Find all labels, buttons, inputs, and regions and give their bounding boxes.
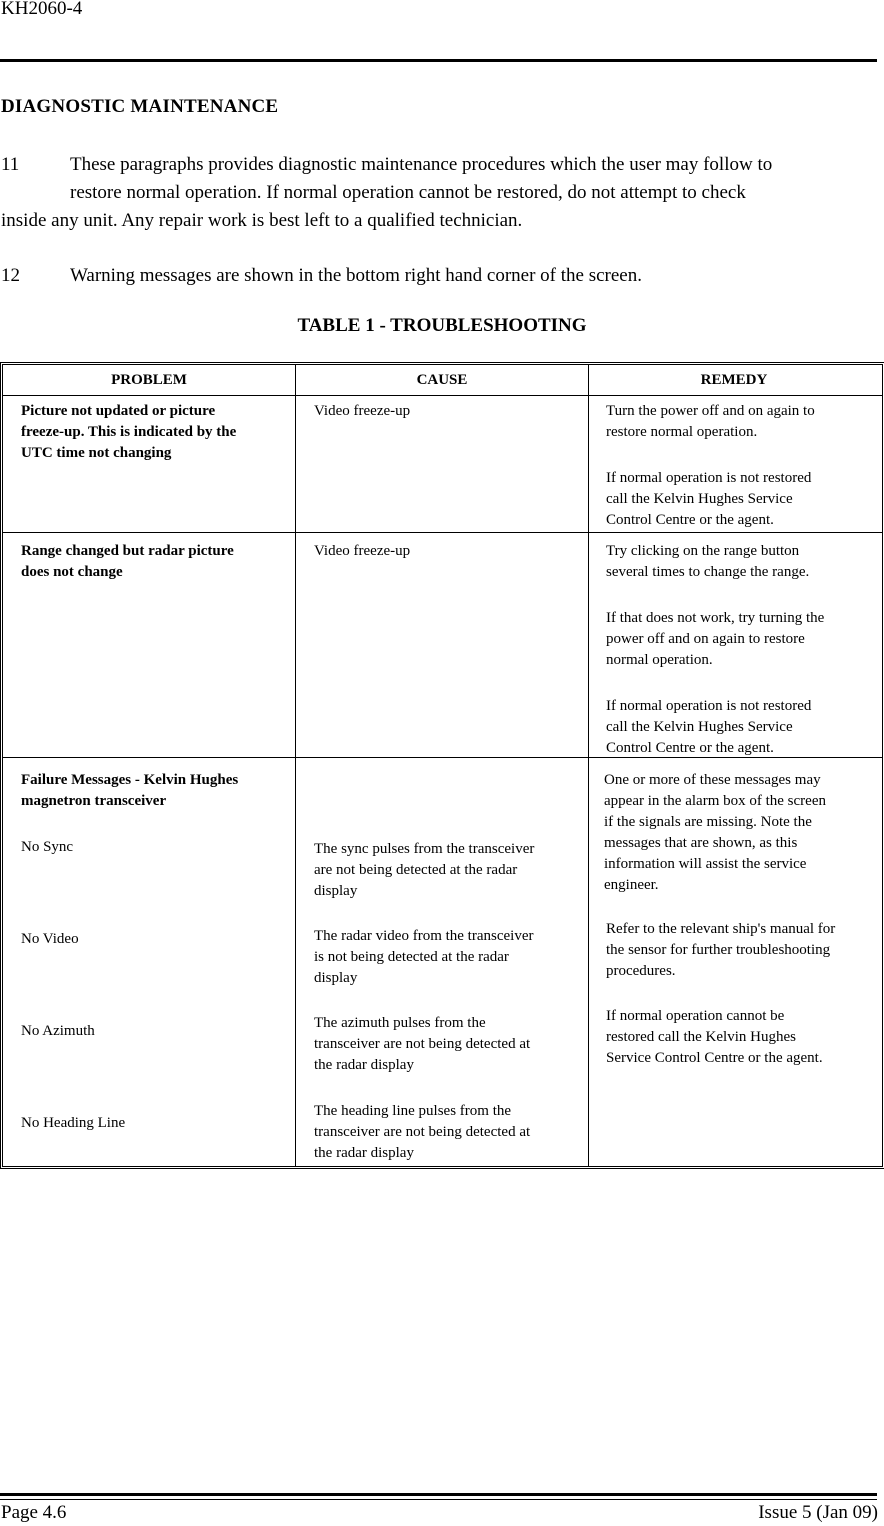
bottom-rule-thin <box>0 1499 877 1500</box>
text-line: restored call the Kelvin Hughes <box>606 1029 796 1045</box>
text-line: Refer to the relevant ship's manual for <box>606 921 836 937</box>
text-line: If normal operation is not restored <box>606 470 812 486</box>
text-line: The azimuth pulses from the <box>314 1015 486 1031</box>
paragraph-number: 11 <box>1 154 20 175</box>
text-line: call the Kelvin Hughes Service <box>606 491 793 507</box>
text-line: freeze-up. This is indicated by the <box>21 424 237 440</box>
text-line: The heading line pulses from the <box>314 1103 512 1119</box>
document-id: KH2060-4 <box>1 0 83 19</box>
row2-remedy-b <box>606 608 824 671</box>
text-line: power off and on again to restore <box>606 631 805 647</box>
text-line: The radar video from the transceiver <box>314 928 534 944</box>
row2-remedy-c <box>606 696 811 759</box>
row2-problem <box>21 541 234 583</box>
row3-item-no-azimuth: No Azimuth <box>21 1023 95 1039</box>
text-line: If that does not work, try turning the <box>606 610 825 626</box>
text-line: several times to change the range. <box>606 564 810 580</box>
row-divider <box>3 532 882 533</box>
text-line: the sensor for further troubleshooting <box>606 942 831 958</box>
page-number: Page 4.6 <box>1 1502 67 1523</box>
section-heading: DIAGNOSTIC MAINTENANCE <box>1 96 279 117</box>
row2-remedy-a <box>606 541 809 583</box>
row3-remedy-c <box>606 1006 823 1069</box>
text-line: engineer. <box>604 877 659 893</box>
table-title: TABLE 1 - TROUBLESHOOTING <box>297 315 587 336</box>
row3-cause-video <box>314 926 533 989</box>
text-line: normal operation. <box>606 652 713 668</box>
text-line: if the signals are missing. Note the <box>604 814 812 830</box>
troubleshooting-table <box>0 362 884 1168</box>
text-line: procedures. <box>606 963 676 979</box>
text-line: the radar display <box>314 1145 414 1161</box>
text-line: Control Centre or the agent. <box>606 740 774 756</box>
paragraph-line: These paragraphs provides diagnostic maintenance procedures which the user may follow to <box>70 154 773 175</box>
row1-remedy-b <box>606 468 811 531</box>
paragraph-number: 12 <box>1 265 20 286</box>
text-line: restore normal operation. <box>606 424 758 440</box>
text-line: Try clicking on the range button <box>606 543 800 559</box>
text-line: does not change <box>21 564 123 580</box>
text-line: Failure Messages - Kelvin Hughes <box>21 772 239 788</box>
paragraph-line: Warning messages are shown in the bottom right hand corner of the screen. <box>70 265 642 286</box>
text-line: The sync pulses from the transceiver <box>314 841 535 857</box>
text-line: transceiver are not being detected at <box>314 1124 531 1140</box>
text-line: appear in the alarm box of the screen <box>604 793 826 809</box>
row3-cause-azimuth <box>314 1013 530 1076</box>
issue-label: Issue 5 (Jan 09) <box>758 1502 878 1523</box>
row3-item-no-video: No Video <box>21 931 79 947</box>
text-line: Turn the power off and on again to <box>606 403 815 419</box>
row3-item-no-heading-line: No Heading Line <box>21 1115 126 1131</box>
row1-remedy-a <box>606 401 815 443</box>
row1-cause: Video freeze-up <box>314 403 411 419</box>
top-rule <box>0 59 877 62</box>
row2-cause: Video freeze-up <box>314 543 411 559</box>
text-line: UTC time not changing <box>21 445 172 461</box>
column-divider <box>295 365 296 1166</box>
text-line: Service Control Centre or the agent. <box>606 1050 823 1066</box>
text-line: display <box>314 883 358 899</box>
row3-problem-title <box>21 770 238 812</box>
header-cause: CAUSE <box>416 372 468 388</box>
text-line: Control Centre or the agent. <box>606 512 774 528</box>
text-line: information will assist the service <box>604 856 807 872</box>
text-line: Picture not updated or picture <box>21 403 216 419</box>
text-line: call the Kelvin Hughes Service <box>606 719 793 735</box>
text-line: If normal operation is not restored <box>606 698 812 714</box>
text-line: If normal operation cannot be <box>606 1008 785 1024</box>
row3-remedy-a <box>604 770 826 896</box>
row-divider <box>3 395 882 396</box>
row1-problem <box>21 401 236 464</box>
column-divider <box>588 365 589 1166</box>
text-line: messages that are shown, as this <box>604 835 798 851</box>
header-problem: PROBLEM <box>111 372 187 388</box>
bottom-rule <box>0 1493 877 1496</box>
text-line: Range changed but radar picture <box>21 543 234 559</box>
text-line: is not being detected at the radar <box>314 949 509 965</box>
paragraph-line: restore normal operation. If normal operation cannot be restored, do not attempt to check <box>70 182 746 203</box>
text-line: display <box>314 970 358 986</box>
row3-item-no-sync: No Sync <box>21 839 74 855</box>
header-remedy: REMEDY <box>700 372 768 388</box>
text-line: the radar display <box>314 1057 414 1073</box>
paragraph-line: inside any unit. Any repair work is best left to a qualified technician. <box>1 210 523 231</box>
text-line: are not being detected at the radar <box>314 862 518 878</box>
row3-cause-heading-line <box>314 1101 530 1164</box>
text-line: magnetron transceiver <box>21 793 167 809</box>
row3-remedy-b <box>606 919 835 982</box>
text-line: One or more of these messages may <box>604 772 821 788</box>
text-line: transceiver are not being detected at <box>314 1036 531 1052</box>
row3-cause-sync <box>314 839 534 902</box>
